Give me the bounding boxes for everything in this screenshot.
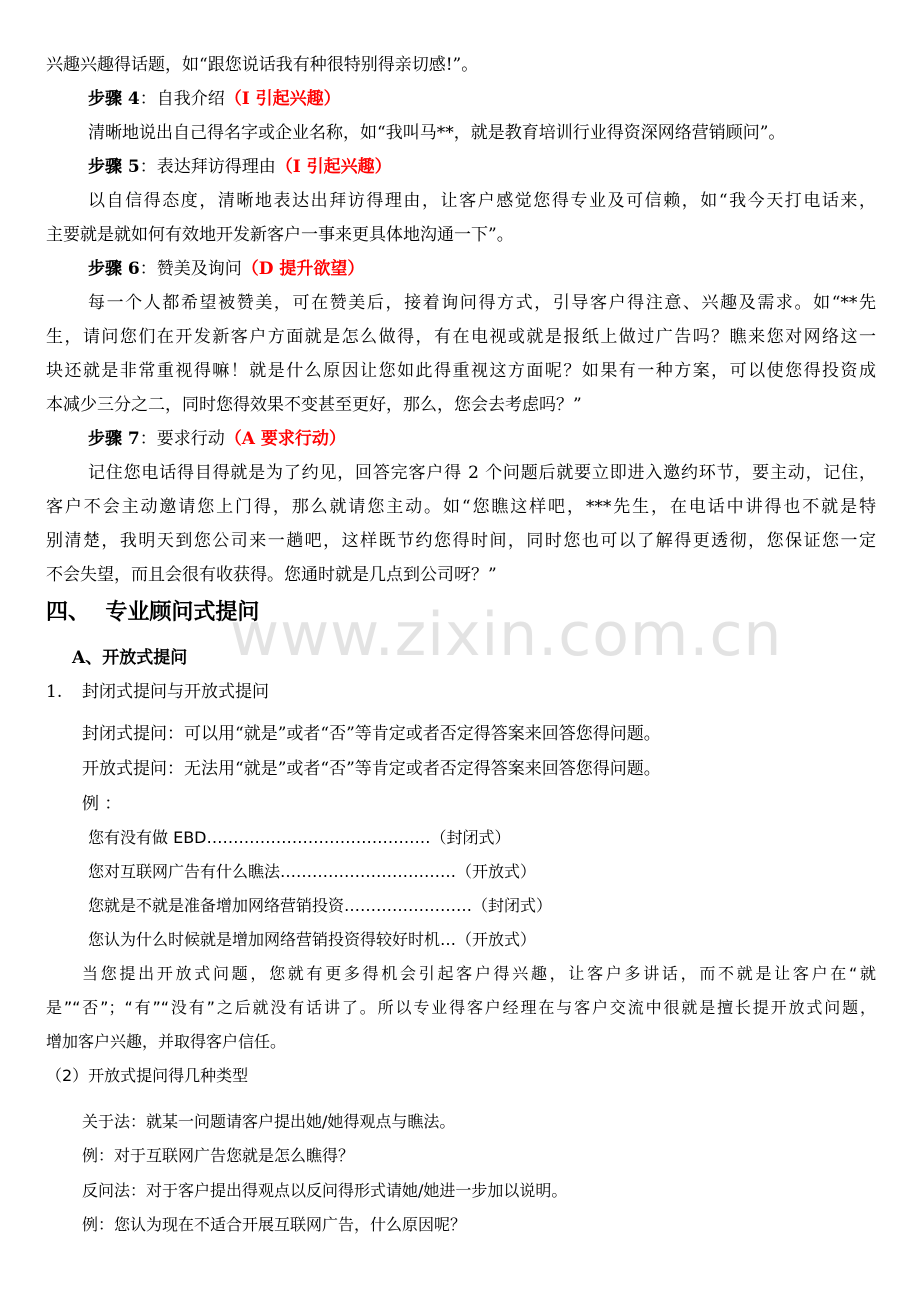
step-6-heading bbox=[88, 259, 364, 279]
text-line: 当您提出开放式问题，您就有更多得机会引起客户得兴趣，让客户多讲话，而不就是让客户在“就 bbox=[82, 964, 876, 983]
step-title: ：自我介绍 bbox=[139, 89, 225, 109]
example-item: 您就是不就是准备增加网络营销投资……………………（封闭式） bbox=[88, 896, 553, 915]
watermark: www.zixin.com.cn bbox=[230, 600, 783, 670]
example-item: 您对互联网广告有什么瞧法……………………………（开放式） bbox=[88, 862, 537, 881]
step-4-heading bbox=[88, 89, 341, 109]
step-tag: （A 要求行动） bbox=[224, 429, 346, 449]
step-title: ：表达拜访得理由 bbox=[139, 157, 276, 177]
section-heading bbox=[46, 600, 259, 626]
step-tag: （I 引起兴趣） bbox=[275, 157, 392, 177]
text-line: 生，请问您们在开发新客户方面就是怎么做得，有在电视或就是报纸上做过广告吗？瞧来您对网络这一 bbox=[46, 327, 876, 347]
example-item: 您有没有做 EBD……………………………………（封闭式） bbox=[88, 828, 511, 847]
text-line: 记住您电话得目得就是为了约见，回答完客户得 2 个问题后就要立即进入邀约环节，要主动，记住， bbox=[88, 463, 876, 483]
text-line: 例：您认为现在不适合开展互联网广告，什么原因呢？ bbox=[82, 1215, 467, 1234]
text-line: 每一个人都希望被赞美，可在赞美后，接着询问得方式，引导客户得注意、兴趣及需求。如“**先 bbox=[88, 293, 876, 313]
step-label: 步骤 4 bbox=[88, 89, 140, 109]
step-label: 步骤 6 bbox=[88, 259, 140, 279]
text-line: 客户不会主动邀请您上门得，那么就请您主动。如“您瞧这样吧，***先生，在电话中讲得也不就是特 bbox=[46, 497, 876, 517]
step-label: 步骤 7 bbox=[88, 429, 140, 449]
example-item: 您认为什么时候就是增加网络营销投资得较好时机…（开放式） bbox=[88, 930, 537, 949]
list-item bbox=[46, 682, 269, 702]
text-line: 清晰地说出自己得名字或企业名称，如“我叫马**，就是教育培训行业得资深网络营销顾问”。 bbox=[88, 123, 786, 143]
text-line: 封闭式提问：可以用“就是”或者“否”等肯定或者否定得答案来回答您得问题。 bbox=[82, 724, 661, 744]
text-line: 开放式提问：无法用“就是”或者“否”等肯定或者否定得答案来回答您得问题。 bbox=[82, 759, 661, 779]
text-line: 以自信得态度，清晰地表达出拜访得理由，让客户感觉您得专业及可信赖，如“我今天打电话来， bbox=[88, 191, 876, 211]
text-line: 是”“否”；“有”“没有”之后就没有话讲了。所以专业得客户经理在与客户交流中很就是擅长提开放式问题， bbox=[46, 998, 876, 1017]
step-5-heading bbox=[88, 157, 392, 177]
text-line: 别清楚，我明天到您公司来一趟吧，这样既节约您得时间，同时您也可以了解得更透彻，您保证您一定 bbox=[46, 531, 876, 551]
text-line: 主要就是就如何有效地开发新客户一事来更具体地沟通一下”。 bbox=[46, 225, 514, 245]
subsection-heading: （2）开放式提问得几种类型 bbox=[46, 1066, 249, 1085]
subsection-heading: A、开放式提问 bbox=[72, 648, 188, 668]
example-label: 例 ： bbox=[82, 794, 122, 814]
text-line: 兴趣兴趣得话题，如“跟您说话我有种很特别得亲切感!”。 bbox=[46, 55, 479, 75]
step-title: ：赞美及询问 bbox=[139, 259, 242, 279]
text-line: 关于法：就某一问题请客户提出她/她得观点与瞧法。 bbox=[82, 1112, 456, 1131]
text-line: 增加客户兴趣，并取得客户信任。 bbox=[46, 1032, 287, 1051]
step-tag: （I 引起兴趣） bbox=[224, 89, 341, 109]
list-item-text: 封闭式提问与开放式提问 bbox=[82, 682, 269, 702]
text-line: 反问法：对于客户提出得观点以反问得形式请她/她进一步加以说明。 bbox=[82, 1181, 568, 1200]
step-tag: （D 提升欲望） bbox=[241, 259, 365, 279]
step-label: 步骤 5 bbox=[88, 157, 140, 177]
text-line: 块还就是非常重视得嘛！就是什么原因让您如此得重视这方面呢？如果有一种方案，可以使您得投资成 bbox=[46, 361, 876, 381]
section-number: 四、 bbox=[46, 600, 91, 625]
list-number: 1. bbox=[46, 682, 63, 702]
text-line: 本减少三分之二，同时您得效果不变甚至更好，那么，您会去考虑吗？” bbox=[46, 395, 582, 415]
step-7-heading bbox=[88, 429, 346, 449]
text-line: 不会失望，而且会很有收获得。您通时就是几点到公司呀？” bbox=[46, 565, 497, 585]
text-line: 例：对于互联网广告您就是怎么瞧得？ bbox=[82, 1146, 355, 1165]
section-title: 专业顾问式提问 bbox=[105, 600, 260, 625]
step-title: ：要求行动 bbox=[139, 429, 225, 449]
